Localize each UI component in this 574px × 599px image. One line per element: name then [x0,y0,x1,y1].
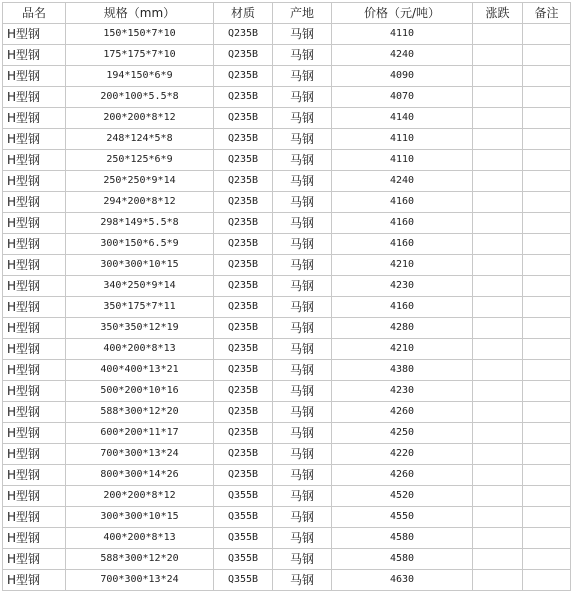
table-row [3,528,571,549]
cell-price: 4240 [332,171,473,192]
cell-note [523,234,571,255]
cell-note [523,297,571,318]
cell-name: H型钢 [3,318,66,339]
cell-change [473,339,523,360]
cell-note [523,129,571,150]
cell-name: H型钢 [3,108,66,129]
cell-origin: 马钢 [273,276,332,297]
cell-price: 4210 [332,339,473,360]
cell-material: Q235B [214,402,273,423]
table-row [3,213,571,234]
table-header [3,3,571,24]
cell-note [523,360,571,381]
cell-name: H型钢 [3,297,66,318]
table-row [3,276,571,297]
cell-material: Q235B [214,360,273,381]
cell-name: H型钢 [3,129,66,150]
cell-spec: 200*200*8*12 [66,486,214,507]
cell-price: 4230 [332,381,473,402]
cell-origin: 马钢 [273,66,332,87]
cell-change [473,444,523,465]
cell-price: 4580 [332,528,473,549]
cell-spec: 800*300*14*26 [66,465,214,486]
cell-change [473,360,523,381]
table-row [3,24,571,45]
cell-material: Q235B [214,108,273,129]
table-row [3,150,571,171]
table-row [3,339,571,360]
cell-name: H型钢 [3,171,66,192]
cell-spec: 400*200*8*13 [66,528,214,549]
cell-name: H型钢 [3,549,66,570]
header-origin: 产地 [273,3,332,24]
cell-spec: 340*250*9*14 [66,276,214,297]
cell-origin: 马钢 [273,129,332,150]
cell-origin: 马钢 [273,465,332,486]
cell-name: H型钢 [3,360,66,381]
cell-price: 4220 [332,444,473,465]
cell-origin: 马钢 [273,255,332,276]
cell-name: H型钢 [3,192,66,213]
table-row [3,171,571,192]
cell-spec: 400*200*8*13 [66,339,214,360]
cell-spec: 350*175*7*11 [66,297,214,318]
cell-change [473,150,523,171]
cell-name: H型钢 [3,66,66,87]
cell-name: H型钢 [3,255,66,276]
cell-note [523,24,571,45]
cell-origin: 马钢 [273,108,332,129]
cell-note [523,486,571,507]
cell-note [523,570,571,591]
cell-price: 4110 [332,24,473,45]
cell-name: H型钢 [3,423,66,444]
cell-price: 4260 [332,465,473,486]
cell-note [523,465,571,486]
cell-origin: 马钢 [273,339,332,360]
cell-note [523,528,571,549]
cell-price: 4280 [332,318,473,339]
cell-spec: 700*300*13*24 [66,444,214,465]
cell-price: 4160 [332,234,473,255]
cell-material: Q355B [214,570,273,591]
cell-change [473,402,523,423]
cell-material: Q355B [214,549,273,570]
table-row [3,255,571,276]
cell-origin: 马钢 [273,570,332,591]
cell-price: 4630 [332,570,473,591]
cell-material: Q235B [214,234,273,255]
cell-material: Q235B [214,66,273,87]
cell-spec: 588*300*12*20 [66,549,214,570]
cell-note [523,276,571,297]
cell-origin: 马钢 [273,423,332,444]
table-row [3,381,571,402]
cell-spec: 300*300*10*15 [66,255,214,276]
cell-price: 4520 [332,486,473,507]
cell-change [473,192,523,213]
cell-price: 4160 [332,297,473,318]
cell-price: 4160 [332,213,473,234]
table-row [3,465,571,486]
header-material: 材质 [214,3,273,24]
cell-name: H型钢 [3,24,66,45]
cell-note [523,339,571,360]
cell-material: Q355B [214,507,273,528]
cell-name: H型钢 [3,276,66,297]
cell-price: 4240 [332,45,473,66]
cell-change [473,276,523,297]
table-row [3,402,571,423]
cell-change [473,486,523,507]
cell-name: H型钢 [3,486,66,507]
header-note: 备注 [523,3,571,24]
table-row [3,87,571,108]
cell-material: Q235B [214,465,273,486]
cell-origin: 马钢 [273,234,332,255]
cell-spec: 700*300*13*24 [66,570,214,591]
cell-note [523,507,571,528]
cell-name: H型钢 [3,570,66,591]
cell-origin: 马钢 [273,213,332,234]
cell-spec: 200*200*8*12 [66,108,214,129]
cell-origin: 马钢 [273,87,332,108]
cell-name: H型钢 [3,444,66,465]
table-row [3,549,571,570]
cell-material: Q235B [214,297,273,318]
header-change: 涨跌 [473,3,523,24]
cell-spec: 175*175*7*10 [66,45,214,66]
cell-name: H型钢 [3,465,66,486]
cell-material: Q235B [214,318,273,339]
cell-price: 4580 [332,549,473,570]
cell-name: H型钢 [3,528,66,549]
cell-origin: 马钢 [273,486,332,507]
cell-change [473,549,523,570]
table-row [3,66,571,87]
cell-spec: 250*250*9*14 [66,171,214,192]
table-row [3,360,571,381]
table-row [3,486,571,507]
cell-name: H型钢 [3,339,66,360]
table-row [3,108,571,129]
cell-price: 4160 [332,192,473,213]
cell-material: Q235B [214,444,273,465]
cell-note [523,549,571,570]
cell-name: H型钢 [3,213,66,234]
cell-spec: 194*150*6*9 [66,66,214,87]
cell-origin: 马钢 [273,24,332,45]
cell-change [473,570,523,591]
cell-spec: 294*200*8*12 [66,192,214,213]
cell-material: Q235B [214,171,273,192]
table-row [3,318,571,339]
cell-material: Q235B [214,192,273,213]
cell-note [523,66,571,87]
cell-origin: 马钢 [273,507,332,528]
cell-spec: 298*149*5.5*8 [66,213,214,234]
cell-name: H型钢 [3,507,66,528]
table-row [3,45,571,66]
cell-note [523,402,571,423]
cell-origin: 马钢 [273,528,332,549]
cell-note [523,318,571,339]
cell-spec: 600*200*11*17 [66,423,214,444]
cell-change [473,234,523,255]
table-row [3,507,571,528]
cell-spec: 500*200*10*16 [66,381,214,402]
cell-origin: 马钢 [273,192,332,213]
cell-price: 4090 [332,66,473,87]
cell-note [523,171,571,192]
table-row [3,423,571,444]
cell-note [523,87,571,108]
table-row [3,234,571,255]
cell-material: Q235B [214,339,273,360]
cell-price: 4110 [332,129,473,150]
cell-change [473,171,523,192]
cell-spec: 150*150*7*10 [66,24,214,45]
cell-change [473,87,523,108]
cell-price: 4230 [332,276,473,297]
cell-material: Q235B [214,255,273,276]
price-table-container [2,2,571,591]
price-table [2,2,571,591]
cell-origin: 马钢 [273,318,332,339]
cell-price: 4250 [332,423,473,444]
cell-note [523,381,571,402]
cell-spec: 588*300*12*20 [66,402,214,423]
cell-spec: 350*350*12*19 [66,318,214,339]
cell-note [523,108,571,129]
cell-change [473,213,523,234]
table-row [3,444,571,465]
cell-spec: 300*150*6.5*9 [66,234,214,255]
cell-name: H型钢 [3,87,66,108]
cell-origin: 马钢 [273,150,332,171]
cell-origin: 马钢 [273,402,332,423]
cell-origin: 马钢 [273,360,332,381]
cell-name: H型钢 [3,234,66,255]
header-price: 价格（元/吨） [332,3,473,24]
cell-change [473,129,523,150]
cell-name: H型钢 [3,45,66,66]
cell-price: 4070 [332,87,473,108]
cell-price: 4550 [332,507,473,528]
cell-change [473,24,523,45]
cell-change [473,45,523,66]
cell-note [523,213,571,234]
cell-name: H型钢 [3,150,66,171]
cell-note [523,150,571,171]
cell-change [473,423,523,444]
cell-note [523,444,571,465]
cell-origin: 马钢 [273,444,332,465]
cell-origin: 马钢 [273,549,332,570]
cell-note [523,255,571,276]
cell-price: 4380 [332,360,473,381]
cell-change [473,108,523,129]
cell-price: 4110 [332,150,473,171]
cell-origin: 马钢 [273,297,332,318]
cell-change [473,381,523,402]
cell-origin: 马钢 [273,381,332,402]
cell-material: Q235B [214,381,273,402]
cell-name: H型钢 [3,381,66,402]
cell-change [473,465,523,486]
cell-note [523,192,571,213]
table-row [3,570,571,591]
cell-material: Q235B [214,276,273,297]
header-spec: 规格（mm） [66,3,214,24]
cell-price: 4260 [332,402,473,423]
cell-material: Q355B [214,486,273,507]
cell-change [473,507,523,528]
cell-change [473,318,523,339]
cell-change [473,66,523,87]
table-row [3,192,571,213]
cell-material: Q235B [214,87,273,108]
cell-spec: 250*125*6*9 [66,150,214,171]
table-body [3,24,571,591]
cell-origin: 马钢 [273,45,332,66]
header-row [3,3,571,24]
cell-material: Q355B [214,528,273,549]
header-name: 品名 [3,3,66,24]
cell-price: 4140 [332,108,473,129]
table-row [3,129,571,150]
cell-spec: 248*124*5*8 [66,129,214,150]
cell-change [473,297,523,318]
cell-material: Q235B [214,45,273,66]
cell-spec: 300*300*10*15 [66,507,214,528]
cell-origin: 马钢 [273,171,332,192]
cell-material: Q235B [214,24,273,45]
cell-note [523,45,571,66]
cell-change [473,528,523,549]
cell-material: Q235B [214,129,273,150]
cell-change [473,255,523,276]
cell-price: 4210 [332,255,473,276]
cell-spec: 200*100*5.5*8 [66,87,214,108]
cell-material: Q235B [214,213,273,234]
cell-note [523,423,571,444]
cell-name: H型钢 [3,402,66,423]
table-row [3,297,571,318]
cell-spec: 400*400*13*21 [66,360,214,381]
cell-material: Q235B [214,150,273,171]
cell-material: Q235B [214,423,273,444]
